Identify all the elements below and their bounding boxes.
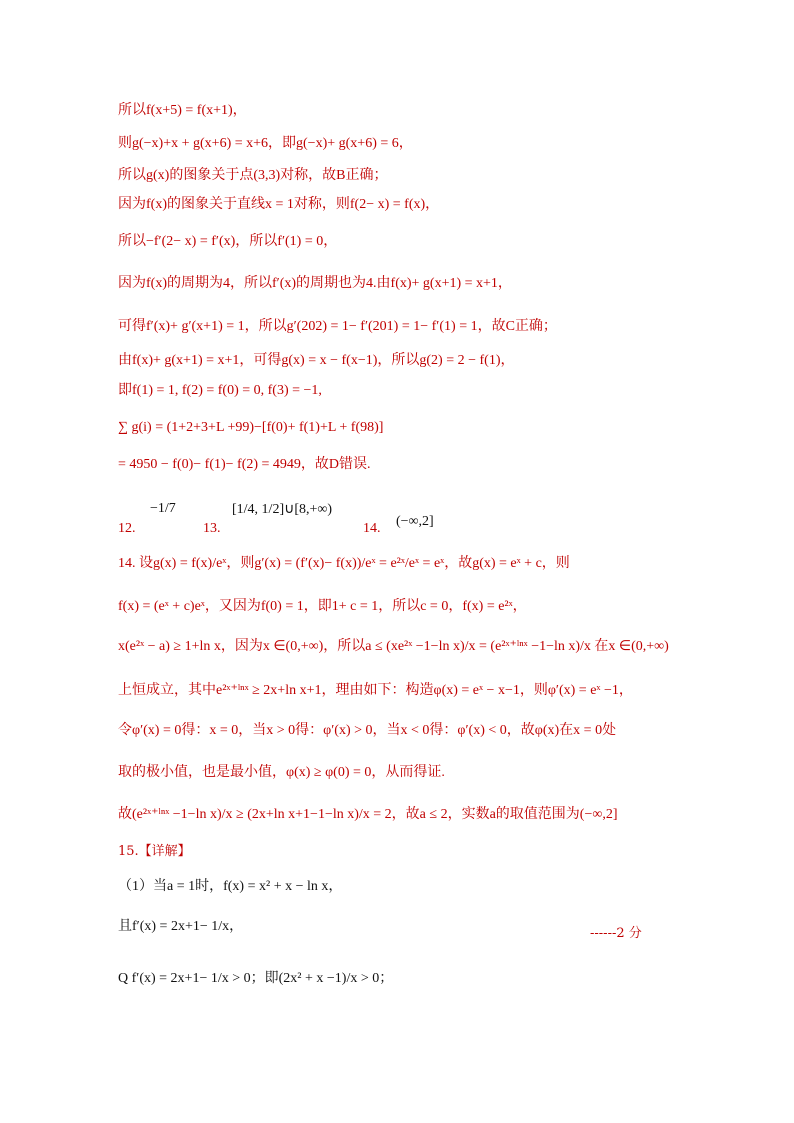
line-14-7: 故(e²ˣ⁺ˡⁿˣ −1−ln x)/x ≥ (2x+ln x+1−1−ln x)/x = 2，故a ≤ 2，实数a的取值范围为(−∞,2] (118, 807, 618, 822)
line-14-6: 取的极小值，也是最小值，φ(x) ≥ φ(0) = 0，从而得证. (118, 765, 445, 780)
line-14-2: f(x) = (eˣ + c)eˣ，又因为f(0) = 1，即1+ c = 1，所以c = 0，f(x) = e²ˣ， (118, 599, 527, 614)
summation-line: ∑ g(i) = (1+2+3+L +99)−[f(0)+ f(1)+L + f(98)] (118, 420, 384, 435)
line-4: 因为f(x)的图象关于直线x = 1对称，则f(2− x) = f(x)， (118, 197, 440, 212)
line-7: 可得f′(x)+ g′(x+1) = 1，所以g′(202) = 1− f′(201) = 1− f′(1) = 1，故C正确； (118, 319, 557, 334)
q15-line-2: 且f′(x) = 2x+1− 1/x， (118, 919, 244, 934)
q13-value: [1/4, 1/2]∪[8,+∞) (232, 502, 333, 517)
q14-value: (−∞,2] (396, 514, 434, 529)
line-11: = 4950 − f(0)− f(1)− f(2) = 4949，故D错误. (118, 457, 371, 472)
line-6: 因为f(x)的周期为4，所以f′(x)的周期也为4.由f(x)+ g(x+1) = x+1， (118, 276, 512, 291)
q14-label: 14. (363, 521, 381, 536)
line-2: 则g(−x)+x + g(x+6) = x+6，即g(−x)+ g(x+6) = 6， (118, 136, 413, 151)
q12-value: −1/7 (150, 501, 176, 516)
line-1: 所以f(x+5) = f(x+1)， (118, 103, 247, 118)
line-3: 所以g(x)的图象关于点(3,3)对称，故B正确； (118, 168, 388, 183)
q15-line-3: Q f′(x) = 2x+1− 1/x > 0；即(2x² + x −1)/x > 0； (118, 971, 394, 986)
line-8: 由f(x)+ g(x+1) = x+1，可得g(x) = x − f(x−1)，所以g(2) = 2 − f(1)， (118, 353, 515, 368)
line-14-4: 上恒成立，其中e²ˣ⁺ˡⁿˣ ≥ 2x+ln x+1，理由如下：构造φ(x) = eˣ − x−1，则φ′(x) = eˣ −1， (118, 683, 633, 698)
q15-heading: 15.【详解】 (118, 844, 191, 859)
q15-line-1: （1）当a = 1时，f(x) = x² + x − ln x， (118, 879, 343, 894)
score-marker: ------2 分 (590, 926, 642, 941)
line-9: 即f(1) = 1, f(2) = f(0) = 0, f(3) = −1, (118, 383, 322, 398)
line-5: 所以−f′(2− x) = f′(x)，所以f′(1) = 0， (118, 234, 338, 249)
q12-label: 12. (118, 521, 136, 536)
line-14-1: 14. 设g(x) = f(x)/eˣ，则g′(x) = (f′(x)− f(x))/eˣ = e²ˣ/eˣ = eˣ，故g(x) = eˣ + c，则 (118, 556, 570, 571)
line-14-5: 令φ′(x) = 0得：x = 0，当x > 0得：φ′(x) > 0，当x < 0得：φ′(x) < 0，故φ(x)在x = 0处 (118, 723, 617, 738)
line-14-3: x(e²ˣ − a) ≥ 1+ln x，因为x ∈(0,+∞)，所以a ≤ (xe²ˣ −1−ln x)/x = (e²ˣ⁺ˡⁿˣ −1−ln x)/x 在x ∈(0,+∞) (118, 639, 669, 654)
q13-label: 13. (203, 521, 221, 536)
